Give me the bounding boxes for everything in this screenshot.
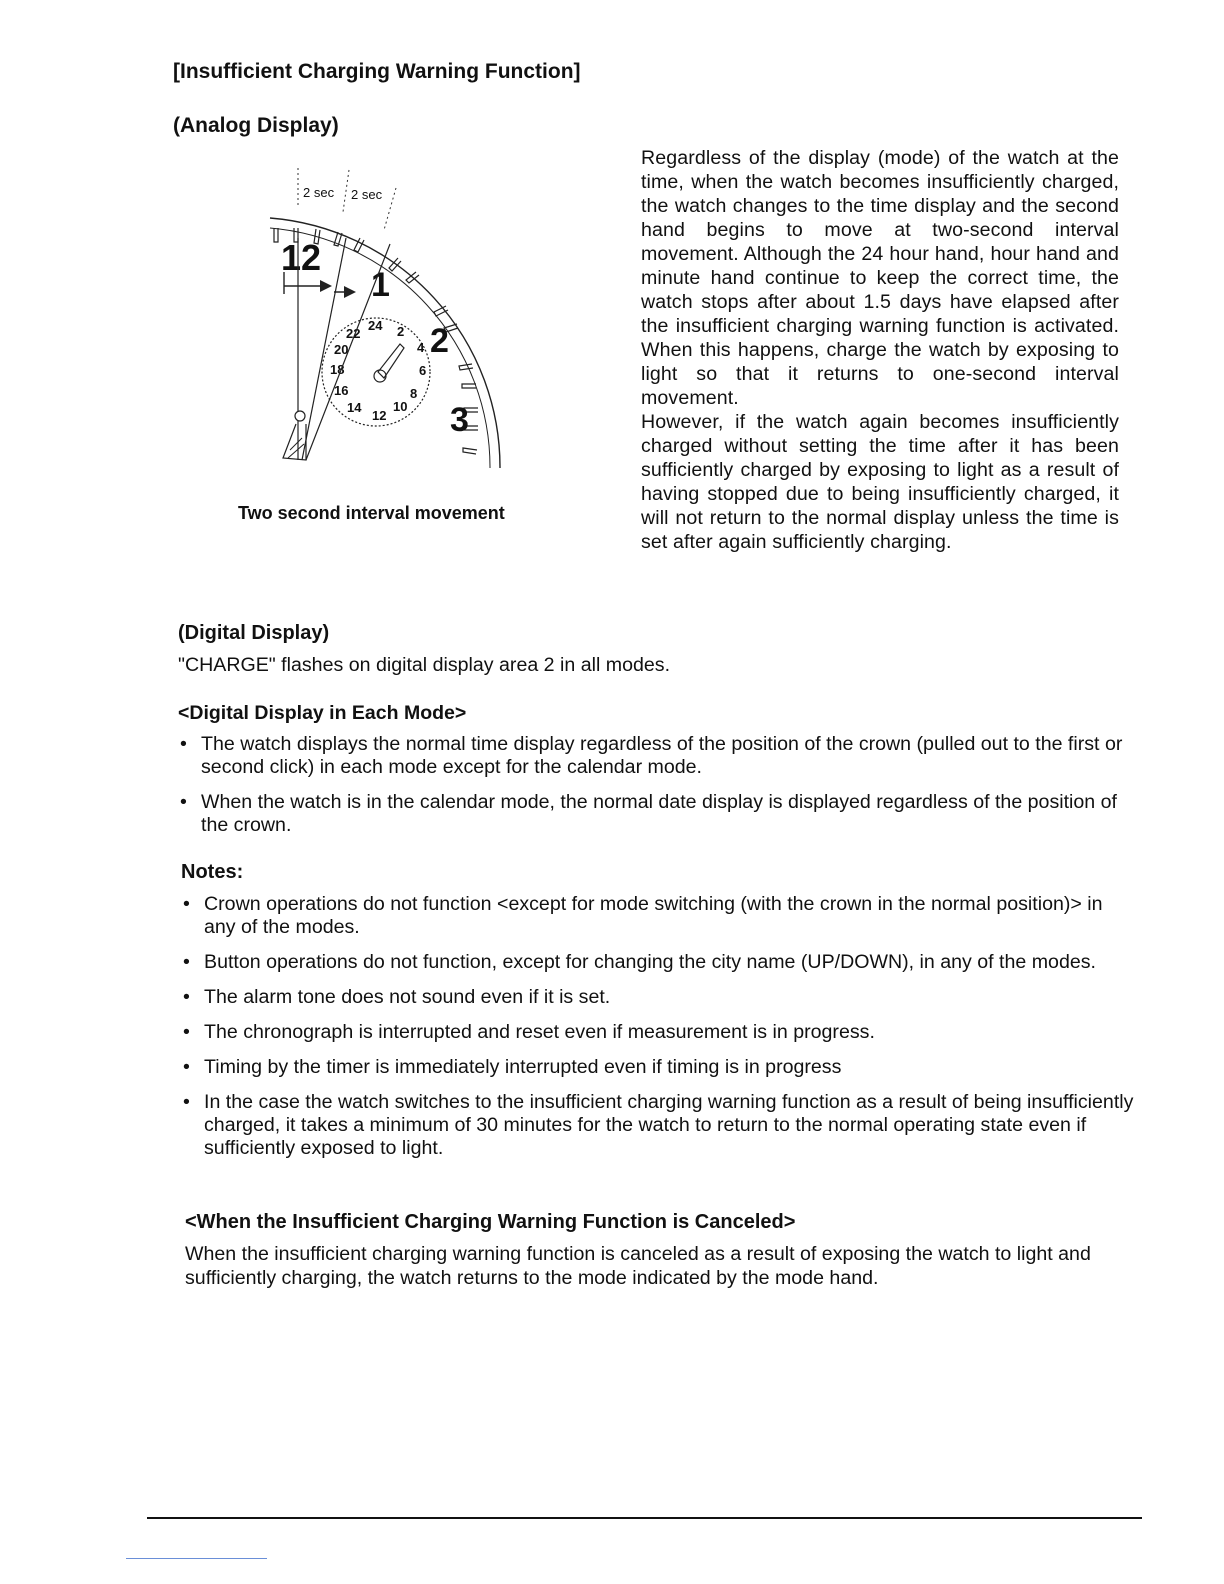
diagram-caption: Two second interval movement bbox=[238, 503, 505, 523]
numeral-1: 1 bbox=[371, 266, 390, 304]
label-2sec-right: 2 sec bbox=[351, 187, 383, 202]
numeral-3: 3 bbox=[450, 401, 469, 439]
guide-line-right bbox=[384, 188, 396, 230]
movement-arrow-2-head bbox=[344, 286, 356, 298]
bullet-icon: • bbox=[183, 1021, 190, 1043]
analog-description bbox=[641, 146, 1119, 554]
label-2sec-left: 2 sec bbox=[303, 185, 335, 200]
watch-dial-diagram bbox=[250, 168, 530, 478]
list-item bbox=[179, 893, 1134, 939]
bullet-icon: • bbox=[180, 733, 187, 755]
canceled-text: When the insufficient charging warning function is canceled as a result of exposing the watch to light and sufficiently charging, the watch returns to the mode indicated by the mode hand. bbox=[185, 1243, 1091, 1289]
footer-link-underline bbox=[126, 1558, 267, 1559]
list-item bbox=[176, 791, 1131, 837]
each-mode-heading: <Digital Display in Each Mode> bbox=[178, 702, 467, 724]
each-mode-list bbox=[176, 733, 1131, 849]
section-heading: [Insufficient Charging Warning Function] bbox=[173, 60, 581, 83]
guide-line-mid bbox=[343, 170, 349, 212]
bullet-icon: • bbox=[183, 951, 190, 973]
analog-paragraph-1: Regardless of the display (mode) of the watch at the time, when the watch becomes insufficiently charged, the watch changes to the time display and the second hand begins to move at two-second interval movement. Although the 24 hour hand, hour hand and minute hand continue to keep the correct time, the watch stops after about 1.5 days have elapsed after the insufficient charging warning function is activated. When this happens, charge the watch by exposing to light so that it returns to one-second interval movement. bbox=[641, 147, 1119, 409]
list-item-text: In the case the watch switches to the insufficient charging warning function as a result of being insufficiently charged, it takes a minimum of 30 minutes for the watch to return to the normal operating state even if sufficiently exposed to light. bbox=[204, 1091, 1134, 1159]
notes-heading: Notes: bbox=[181, 861, 244, 883]
list-item bbox=[179, 951, 1134, 974]
subdial-20: 20 bbox=[334, 342, 349, 357]
tail-hatch-2 bbox=[288, 444, 304, 458]
second-hand-pivot bbox=[295, 411, 305, 421]
list-item-text: The chronograph is interrupted and reset even if measurement is in progress. bbox=[204, 1021, 875, 1043]
analog-display-heading: (Analog Display) bbox=[173, 114, 339, 137]
list-item-text: Timing by the timer is immediately interrupted even if timing is in progress bbox=[204, 1056, 842, 1078]
subdial-6: 6 bbox=[419, 363, 427, 378]
bullet-icon: • bbox=[183, 893, 190, 915]
canceled-heading: <When the Insufficient Charging Warning Function is Canceled> bbox=[185, 1211, 796, 1233]
notes-list bbox=[179, 893, 1134, 1172]
subdial-4: 4 bbox=[417, 340, 425, 355]
subdial-2: 2 bbox=[397, 324, 405, 339]
list-item-text: The alarm tone does not sound even if it is set. bbox=[204, 986, 611, 1008]
subdial-22: 22 bbox=[346, 326, 361, 341]
subdial-16: 16 bbox=[334, 383, 349, 398]
tail-hatch-1 bbox=[290, 438, 302, 450]
numeral-2: 2 bbox=[430, 322, 449, 360]
list-item-text: Button operations do not function, except for changing the city name (UP/DOWN), in any of the modes. bbox=[204, 951, 1096, 973]
list-item bbox=[179, 986, 1134, 1009]
subdial-18: 18 bbox=[330, 362, 345, 377]
footer-divider bbox=[147, 1517, 1142, 1519]
list-item bbox=[179, 1091, 1134, 1160]
subdial-12: 12 bbox=[372, 408, 387, 423]
bullet-icon: • bbox=[183, 1056, 190, 1078]
list-item bbox=[179, 1056, 1134, 1079]
subdial-24: 24 bbox=[368, 318, 383, 333]
list-item-text: The watch displays the normal time display regardless of the position of the crown (pulled out to the first or second click) in each mode except for the calendar mode. bbox=[201, 733, 1123, 778]
list-item bbox=[179, 1021, 1134, 1044]
movement-arrow-1-head bbox=[320, 280, 332, 292]
bullet-icon: • bbox=[180, 791, 187, 813]
subdial-pivot bbox=[374, 370, 386, 382]
list-item bbox=[176, 733, 1131, 779]
bullet-icon: • bbox=[183, 986, 190, 1008]
list-item-text: When the watch is in the calendar mode, the normal date display is displayed regardless of the position of the crown. bbox=[201, 791, 1117, 836]
subdial-10: 10 bbox=[393, 399, 408, 414]
subdial-hand bbox=[378, 344, 404, 378]
numeral-12: 12 bbox=[281, 237, 322, 278]
analog-paragraph-2: However, if the watch again becomes insufficiently charged without setting the time after it has been sufficiently charged by exposing to light as a result of having stopped due to being insufficiently charged, it will not return to the normal display unless the time is set after again sufficiently charging. bbox=[641, 411, 1119, 553]
subdial-8: 8 bbox=[410, 386, 418, 401]
list-item-text: Crown operations do not function <except for mode switching (with the crown in the normal position)> in any of the modes. bbox=[204, 893, 1103, 938]
subdial-14: 14 bbox=[347, 400, 362, 415]
bullet-icon: • bbox=[183, 1091, 190, 1113]
digital-display-heading: (Digital Display) bbox=[178, 622, 330, 644]
digital-display-text: "CHARGE" flashes on digital display area 2 in all modes. bbox=[178, 654, 671, 676]
